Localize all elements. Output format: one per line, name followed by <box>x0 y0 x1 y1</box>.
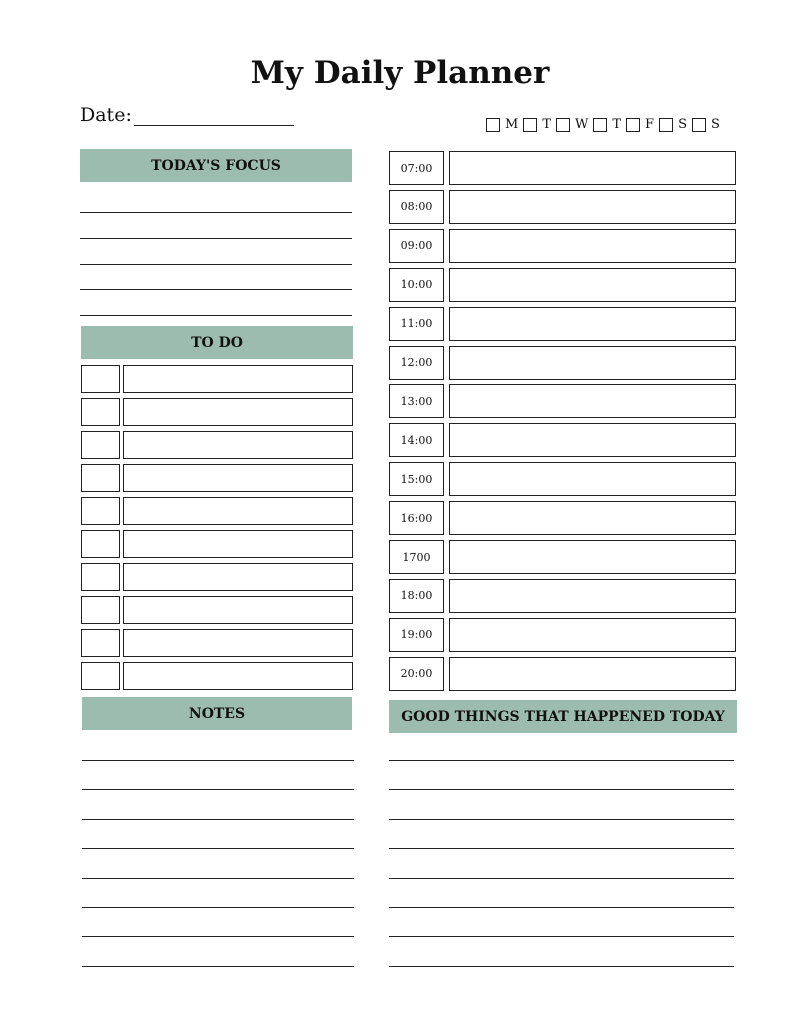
good-things-line[interactable] <box>389 878 734 879</box>
todo-checkbox[interactable] <box>81 596 120 624</box>
time-slot-label: 20:00 <box>389 657 444 691</box>
time-slot-label: 07:00 <box>389 151 444 185</box>
time-slot-field[interactable] <box>449 229 736 263</box>
time-slot-label: 14:00 <box>389 423 444 457</box>
time-slot-label: 15:00 <box>389 462 444 496</box>
time-slot-field[interactable] <box>449 462 736 496</box>
time-slot-label: 1700 <box>389 540 444 574</box>
weekday-item <box>626 117 654 132</box>
weekday-item <box>556 117 588 132</box>
date-field[interactable] <box>134 103 294 126</box>
notes-line[interactable] <box>82 878 354 879</box>
date-row <box>80 103 294 126</box>
time-slot-label: 08:00 <box>389 190 444 224</box>
weekday-item <box>659 117 687 132</box>
notes-line[interactable] <box>82 819 354 820</box>
time-slot-label: 16:00 <box>389 501 444 535</box>
weekday-label: W <box>574 117 589 132</box>
time-slot-field[interactable] <box>449 268 736 302</box>
todo-field[interactable] <box>123 629 353 657</box>
notes-line[interactable] <box>82 760 354 761</box>
focus-line[interactable] <box>80 238 352 239</box>
page-title: My Daily Planner <box>250 55 550 91</box>
todo-header-label: TO DO <box>191 334 243 351</box>
focus-header <box>80 149 352 182</box>
time-slot-field[interactable] <box>449 190 736 224</box>
todo-checkbox[interactable] <box>81 365 120 393</box>
notes-line[interactable] <box>82 966 354 967</box>
focus-header-label: TODAY'S FOCUS <box>151 157 281 174</box>
todo-checkbox[interactable] <box>81 464 120 492</box>
weekday-item <box>593 117 621 132</box>
good-things-line[interactable] <box>389 760 734 761</box>
notes-header <box>82 697 352 730</box>
weekday-checkbox[interactable] <box>692 118 706 132</box>
time-slot-field[interactable] <box>449 540 736 574</box>
focus-line[interactable] <box>80 289 352 290</box>
time-slot-label: 11:00 <box>389 307 444 341</box>
time-slot-field[interactable] <box>449 657 736 691</box>
good-things-line[interactable] <box>389 819 734 820</box>
time-slot-field[interactable] <box>449 501 736 535</box>
todo-field[interactable] <box>123 596 353 624</box>
time-slot-field[interactable] <box>449 423 736 457</box>
todo-checkbox[interactable] <box>81 629 120 657</box>
notes-header-label: NOTES <box>188 705 246 722</box>
weekday-checkboxes <box>486 117 725 132</box>
todo-checkbox[interactable] <box>81 431 120 459</box>
todo-field[interactable] <box>123 662 353 690</box>
todo-field[interactable] <box>123 530 353 558</box>
notes-line[interactable] <box>82 907 354 908</box>
todo-header <box>81 326 353 359</box>
weekday-label: M <box>505 117 519 132</box>
weekday-checkbox[interactable] <box>593 118 607 132</box>
good-things-line[interactable] <box>389 966 734 967</box>
time-slot-label: 13:00 <box>389 384 444 418</box>
todo-field[interactable] <box>123 365 353 393</box>
todo-checkbox[interactable] <box>81 398 120 426</box>
todo-field[interactable] <box>123 464 353 492</box>
todo-checkbox[interactable] <box>81 563 120 591</box>
weekday-item <box>486 117 518 132</box>
weekday-checkbox[interactable] <box>626 118 640 132</box>
todo-field[interactable] <box>123 431 353 459</box>
todo-checkbox[interactable] <box>81 497 120 525</box>
time-slot-field[interactable] <box>449 346 736 380</box>
weekday-checkbox[interactable] <box>523 118 537 132</box>
good-things-line[interactable] <box>389 789 734 790</box>
time-slot-field[interactable] <box>449 579 736 613</box>
good-things-header <box>389 700 737 733</box>
notes-line[interactable] <box>82 789 354 790</box>
good-things-header-label: GOOD THINGS THAT HAPPENED TODAY <box>401 708 725 725</box>
time-slot-label: 09:00 <box>389 229 444 263</box>
time-slot-label: 19:00 <box>389 618 444 652</box>
time-slot-field[interactable] <box>449 618 736 652</box>
weekday-label: S <box>678 117 687 132</box>
date-label: Date: <box>80 104 132 126</box>
focus-line[interactable] <box>80 315 352 316</box>
todo-field[interactable] <box>123 497 353 525</box>
weekday-label: F <box>645 117 655 132</box>
weekday-label: T <box>542 117 551 132</box>
todo-checkbox[interactable] <box>81 530 120 558</box>
notes-line[interactable] <box>82 848 354 849</box>
time-slot-field[interactable] <box>449 384 736 418</box>
todo-field[interactable] <box>123 563 353 591</box>
focus-line[interactable] <box>80 264 352 265</box>
good-things-line[interactable] <box>389 848 734 849</box>
time-slot-label: 10:00 <box>389 268 444 302</box>
weekday-item <box>523 117 551 132</box>
weekday-checkbox[interactable] <box>556 118 570 132</box>
good-things-line[interactable] <box>389 907 734 908</box>
time-slot-field[interactable] <box>449 151 736 185</box>
time-slot-field[interactable] <box>449 307 736 341</box>
weekday-checkbox[interactable] <box>659 118 673 132</box>
weekday-checkbox[interactable] <box>486 118 500 132</box>
good-things-line[interactable] <box>389 936 734 937</box>
notes-line[interactable] <box>82 936 354 937</box>
weekday-label: S <box>710 117 720 132</box>
weekday-label: T <box>612 117 622 132</box>
time-slot-label: 18:00 <box>389 579 444 613</box>
todo-checkbox[interactable] <box>81 662 120 690</box>
todo-field[interactable] <box>123 398 353 426</box>
time-slot-label: 12:00 <box>389 346 444 380</box>
focus-line[interactable] <box>80 212 352 213</box>
weekday-item <box>692 117 720 132</box>
